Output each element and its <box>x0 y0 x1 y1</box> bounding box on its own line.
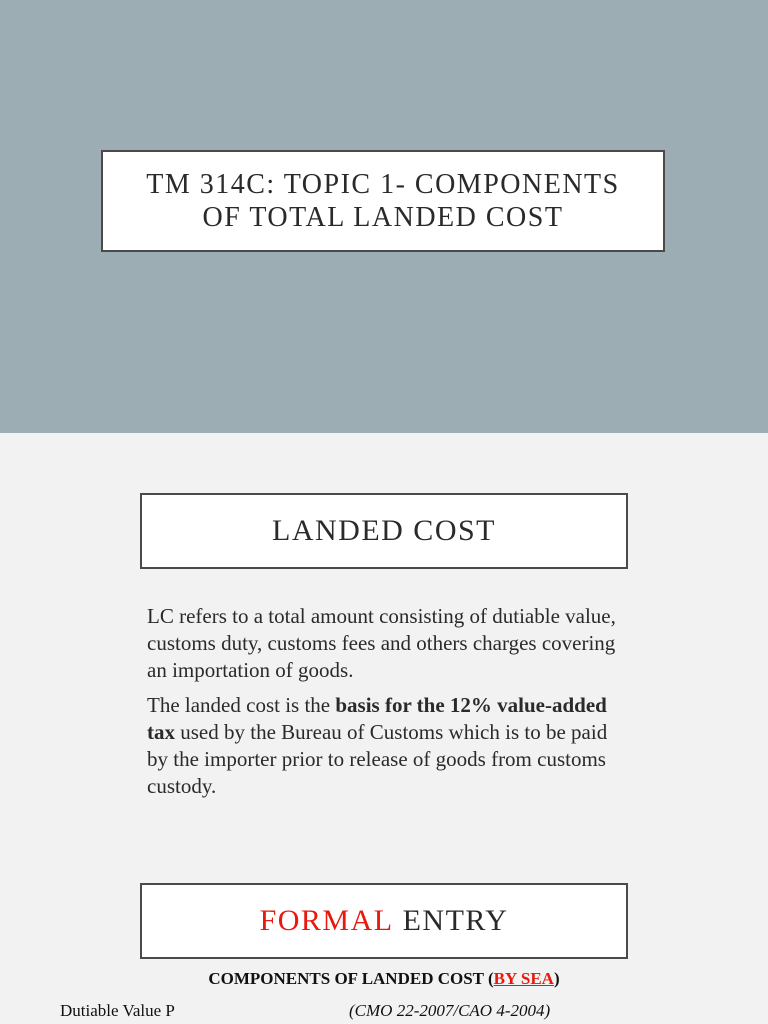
cmo-reference: (CMO 22-2007/CAO 4-2004) <box>349 1001 551 1020</box>
title-box <box>101 150 665 252</box>
title-line-1: TM 314C: TOPIC 1- COMPONENTS <box>146 169 620 200</box>
para2-start: The landed cost is the <box>147 693 336 717</box>
title-line-2: OF TOTAL LANDED COST <box>202 202 564 233</box>
dutiable-value-label: Dutiable Value P <box>60 1001 175 1020</box>
landed-cost-definition: LC refers to a total amount consisting of dutiable value, customs duty, customs fees and others charges covering an importation of goods. <box>147 604 616 682</box>
formal-entry-heading-box <box>140 883 628 959</box>
para2-end: used by the Bureau of Customs which is to be paid by the importer prior to release of goods from customs custody. <box>147 720 608 798</box>
landed-cost-heading-box <box>140 493 628 569</box>
landed-cost-basis-paragraph <box>147 692 627 800</box>
landed-cost-heading: LANDED COST <box>272 514 496 547</box>
components-heading <box>0 969 768 989</box>
slide-title <box>126 168 639 234</box>
entry-word: ENTRY <box>393 904 509 937</box>
components-suffix: ) <box>553 969 560 988</box>
para2-bold: basis for the 12% value-added tax <box>147 693 607 744</box>
formal-word: FORMAL <box>259 904 394 937</box>
by-sea-link[interactable]: BY SEA <box>493 969 554 988</box>
components-prefix: COMPONENTS OF LANDED COST ( <box>208 969 494 988</box>
